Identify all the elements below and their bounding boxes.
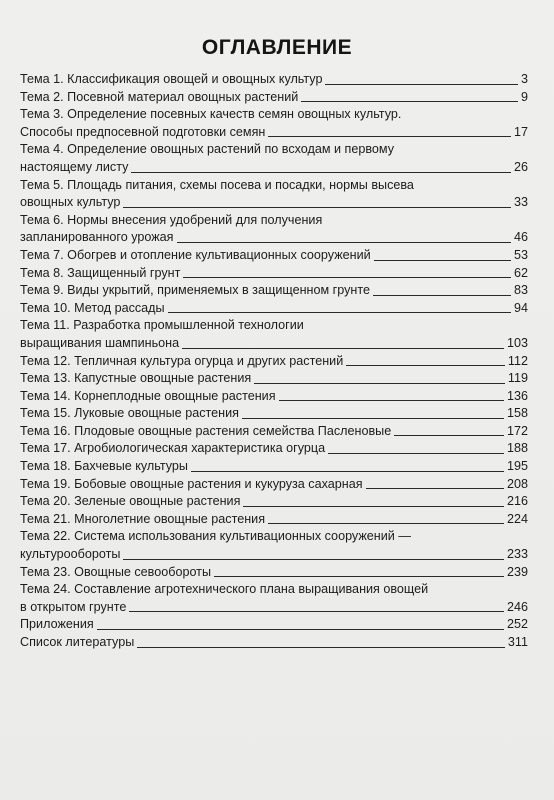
page-title: ОГЛАВЛЕНИЕ	[201, 36, 353, 59]
toc-entry[interactable]	[20, 282, 528, 300]
toc-entry-text: Тема 8. Защищенный грунт	[20, 265, 181, 280]
leader-line	[268, 136, 511, 137]
toc-page-number: 53	[513, 247, 528, 262]
toc-entry-text: Тема 10. Метод рассады	[20, 300, 165, 315]
toc-page-number: 119	[507, 371, 528, 386]
toc-entry-text: Тема 5. Площадь питания, схемы посева и посадки, нормы высева	[20, 177, 414, 192]
table-of-contents	[20, 71, 528, 652]
toc-entry-text: Список литературы	[20, 635, 135, 649]
toc-entry-text: Тема 22. Система использования культивационных сооружений —	[20, 529, 411, 544]
toc-page-number: 216	[506, 494, 528, 509]
toc-page-number: 224	[506, 511, 528, 526]
leader-line	[183, 277, 511, 278]
toc-entry[interactable]	[20, 353, 528, 371]
leader-line	[243, 506, 504, 507]
toc-entry-text: Тема 23. Овощные севообороты	[20, 564, 212, 579]
leader-line	[137, 647, 505, 648]
leader-line	[123, 207, 511, 208]
toc-page-number: 112	[507, 353, 528, 368]
toc-page-number: 46	[513, 230, 528, 245]
toc-entry[interactable]	[20, 564, 528, 582]
toc-entry-text: Тема 14. Корнеплодные овощные растения	[20, 388, 276, 403]
toc-page-number: 158	[506, 406, 528, 421]
toc-page-number: 62	[513, 265, 528, 280]
leader-line	[168, 312, 511, 313]
toc-page-number: 94	[513, 300, 528, 315]
toc-entry[interactable]	[20, 141, 528, 176]
toc-page-number: 252	[506, 617, 528, 632]
toc-page-number: 311	[507, 635, 528, 649]
toc-page-number: 3	[520, 72, 528, 86]
toc-entry[interactable]	[20, 511, 528, 529]
toc-page-number: 136	[506, 388, 528, 403]
toc-entry-text: Тема 20. Зеленые овощные растения	[20, 494, 241, 509]
toc-entry[interactable]	[20, 634, 528, 652]
toc-page-number: 33	[513, 195, 528, 210]
toc-entry-text: Тема 4. Определение овощных растений по всходам и первому	[20, 142, 395, 157]
toc-entry-text: Тема 24. Составление агротехнического плана выращивания овощей	[20, 582, 429, 597]
leader-line	[129, 611, 504, 612]
toc-entry-text: культурообороты	[20, 547, 121, 562]
toc-page-number: 17	[513, 124, 528, 139]
toc-entry[interactable]	[20, 212, 528, 247]
leader-line	[97, 629, 504, 630]
toc-entry-text: Тема 7. Обогрев и отопление культивационных сооружений	[20, 247, 371, 262]
toc-entry-text: Тема 11. Разработка промышленной технологии	[20, 318, 304, 333]
leader-line	[131, 172, 511, 173]
leader-line	[279, 400, 504, 401]
toc-entry[interactable]	[20, 476, 528, 494]
toc-page-number: 188	[506, 441, 528, 456]
leader-line	[374, 260, 511, 261]
toc-entry-text: запланированного урожая	[20, 230, 174, 245]
toc-page-number: 208	[506, 476, 528, 491]
toc-entry[interactable]	[20, 106, 528, 141]
toc-entry-text: Способы предпосевной подготовки семян	[20, 124, 266, 139]
leader-line	[242, 418, 504, 419]
toc-page-number: 233	[506, 547, 528, 562]
toc-page-number: 103	[506, 335, 528, 350]
toc-entry-text: Тема 21. Многолетние овощные растения	[20, 511, 266, 526]
toc-entry-text: Тема 17. Агробиологическая характеристика огурца	[20, 441, 326, 456]
leader-line	[328, 453, 504, 454]
toc-entry[interactable]	[20, 528, 528, 563]
leader-line	[394, 435, 504, 436]
toc-entry-text: Тема 19. Бобовые овощные растения и кукуруза сахарная	[20, 476, 363, 491]
toc-entry-text: Тема 6. Нормы внесения удобрений для получения	[20, 212, 323, 227]
leader-line	[325, 84, 518, 85]
toc-entry[interactable]	[20, 388, 528, 406]
toc-entry-text: Тема 13. Капустные овощные растения	[20, 371, 252, 386]
toc-page-number: 83	[513, 283, 528, 298]
toc-entry[interactable]	[20, 493, 528, 511]
leader-line	[182, 348, 504, 349]
leader-line	[123, 559, 504, 560]
toc-entry[interactable]	[20, 405, 528, 423]
leader-line	[268, 523, 504, 524]
leader-line	[373, 295, 511, 296]
toc-entry[interactable]	[20, 177, 528, 212]
toc-entry[interactable]	[20, 581, 528, 616]
leader-line	[254, 383, 505, 384]
toc-page-number: 9	[520, 89, 528, 104]
toc-entry[interactable]	[20, 616, 528, 634]
toc-entry-text: Тема 3. Определение посевных качеств семян овощных культур.	[20, 107, 402, 122]
toc-entry-text: Тема 2. Посевной материал овощных растений	[20, 89, 299, 104]
toc-page-number: 195	[506, 459, 528, 474]
toc-entry-text: Тема 1. Классификация овощей и овощных культур	[20, 72, 323, 86]
toc-entry-text: Тема 9. Виды укрытий, применяемых в защищенном грунте	[20, 283, 370, 298]
toc-page-number: 239	[506, 564, 528, 579]
toc-entry-text: овощных культур	[20, 195, 121, 210]
toc-page-number: 26	[513, 159, 528, 174]
toc-page-number: 172	[506, 423, 528, 438]
leader-line	[366, 488, 504, 489]
leader-line	[191, 471, 504, 472]
toc-entry-text: Тема 15. Луковые овощные растения	[20, 406, 239, 421]
toc-entry-text: Приложения	[20, 617, 94, 632]
toc-entry[interactable]	[20, 370, 528, 388]
toc-entry-text: настоящему листу	[20, 159, 129, 174]
toc-entry[interactable]	[20, 440, 528, 458]
toc-entry-text: Тема 12. Тепличная культура огурца и других растений	[20, 353, 344, 368]
toc-entry-text: Тема 16. Плодовые овощные растения семейства Пасленовые	[20, 423, 392, 438]
toc-entry-text: в открытом грунте	[20, 599, 127, 614]
toc-entry[interactable]	[20, 458, 528, 476]
leader-line	[177, 242, 511, 243]
toc-entry-text: Тема 18. Бахчевые культуры	[20, 459, 188, 474]
leader-line	[346, 365, 505, 366]
toc-entry[interactable]	[20, 317, 528, 352]
toc-entry[interactable]	[20, 89, 528, 107]
toc-entry[interactable]	[20, 265, 528, 283]
toc-entry[interactable]	[20, 300, 528, 318]
toc-entry-text: выращивания шампиньона	[20, 335, 180, 350]
toc-entry[interactable]	[20, 247, 528, 265]
leader-line	[214, 576, 504, 577]
toc-entry[interactable]	[20, 71, 528, 89]
toc-page-number: 246	[506, 599, 528, 614]
toc-entry[interactable]	[20, 423, 528, 441]
leader-line	[301, 101, 518, 102]
